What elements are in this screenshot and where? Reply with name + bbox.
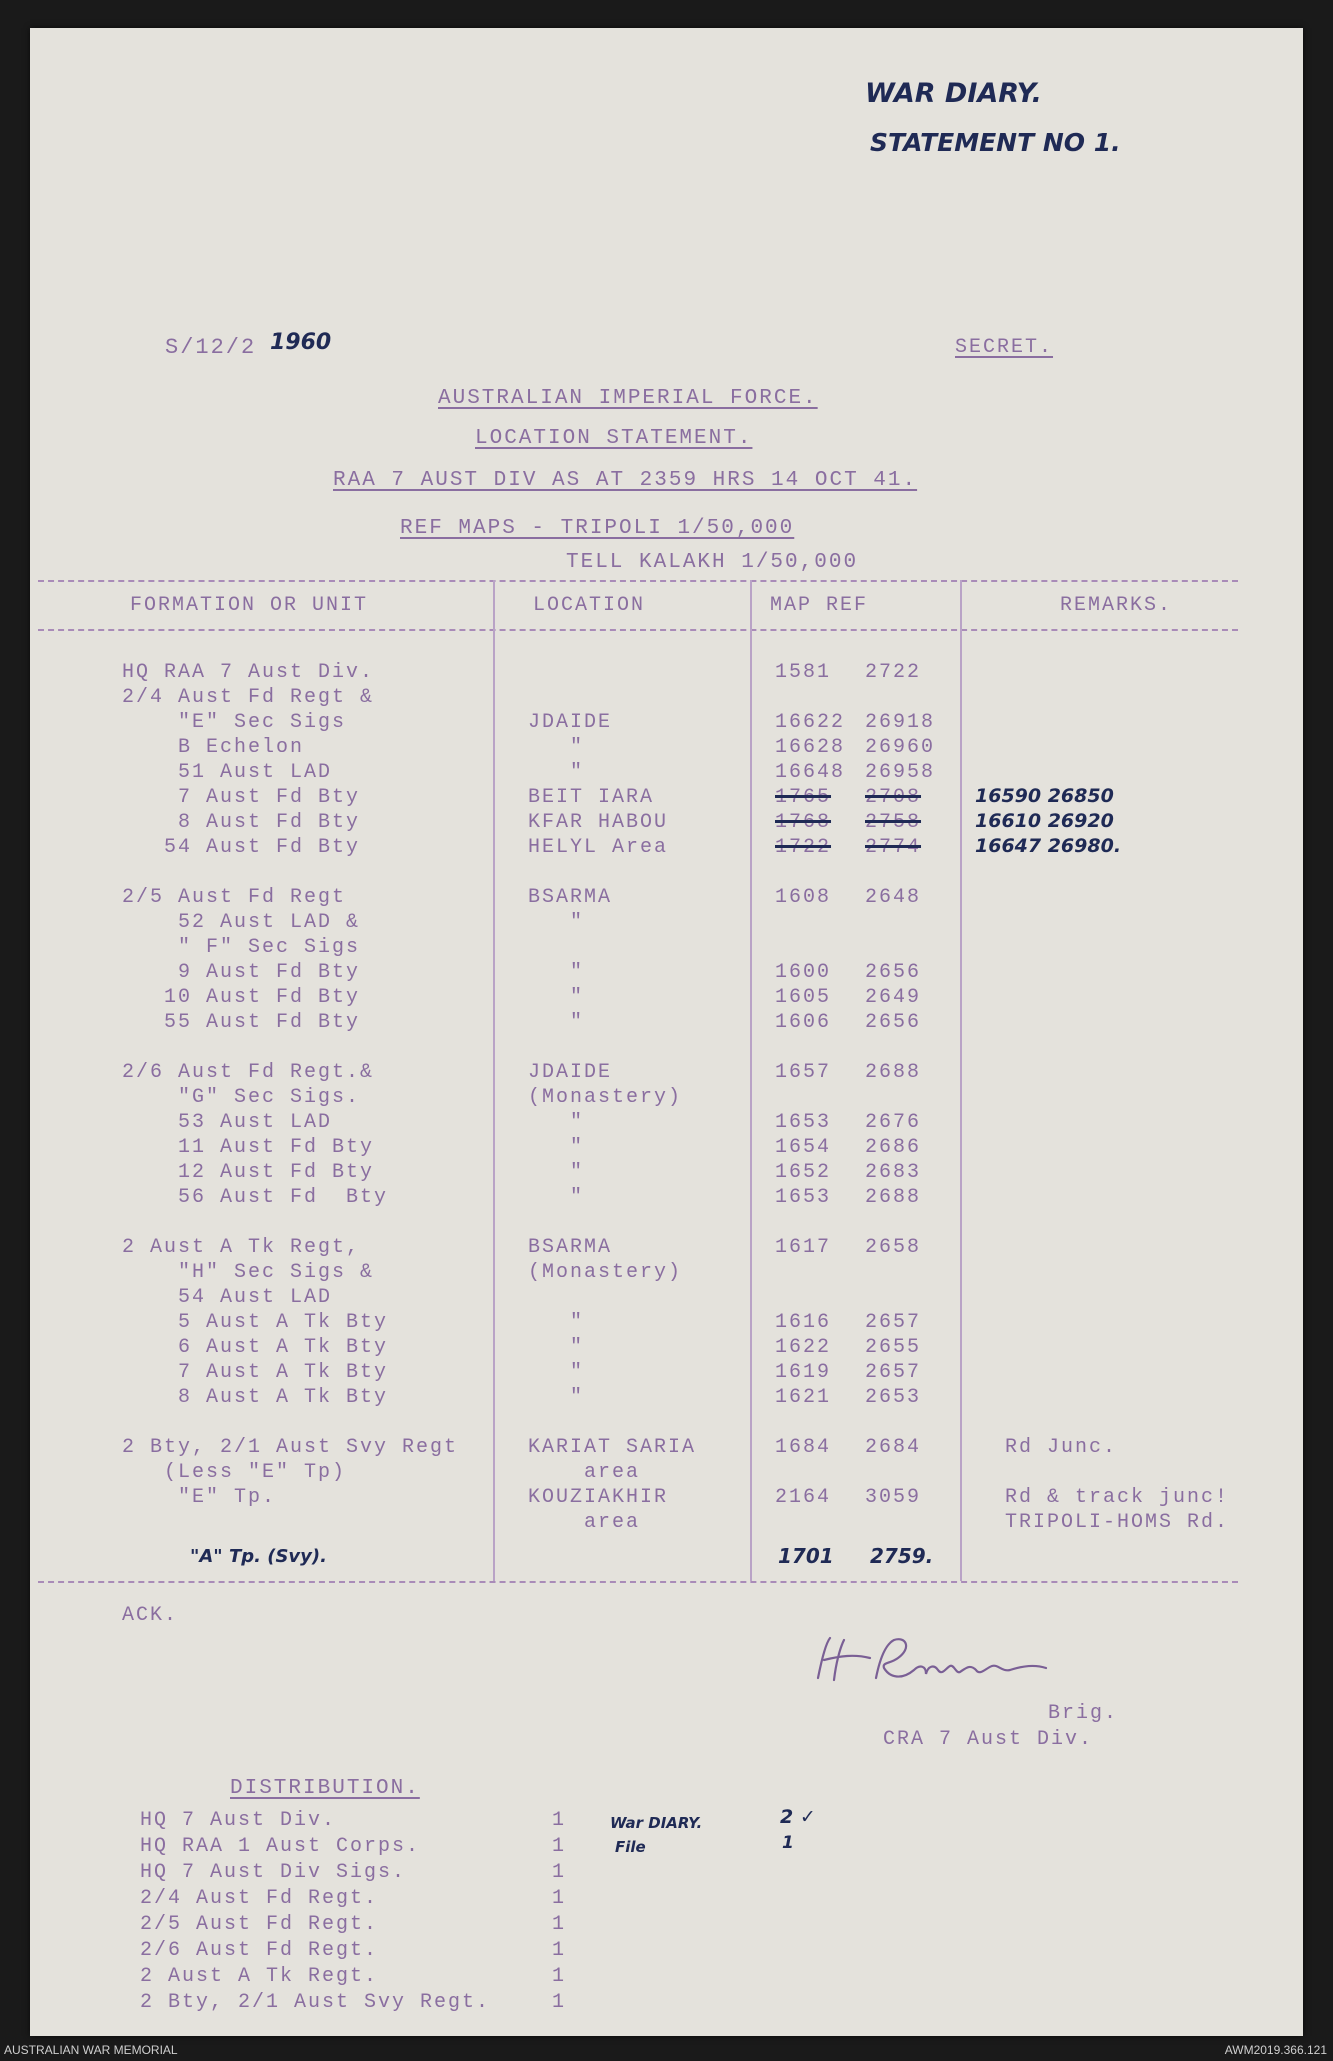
row-northing: 2722 xyxy=(865,661,922,684)
distribution-count: 1 xyxy=(552,1965,567,1988)
row-unit: 8 Aust A Tk Bty xyxy=(122,1386,389,1409)
title-tell-kalakh: TELL KALAKH 1/50,000 xyxy=(566,551,859,574)
row-easting: 1608 xyxy=(775,886,832,909)
distribution-item: HQ RAA 1 Aust Corps. xyxy=(140,1835,421,1858)
distribution-item: 2 Bty, 2/1 Aust Svy Regt. xyxy=(140,1991,491,2014)
signoff-rank: Brig. xyxy=(1048,1702,1119,1725)
row-location: JDAIDE xyxy=(528,711,613,734)
footer-source: AUSTRALIAN WAR MEMORIAL xyxy=(4,2043,178,2057)
row-remarks-handwritten: 16610 26920 xyxy=(975,810,1114,832)
row-northing: 26918 xyxy=(865,711,936,734)
row-location: BEIT IARA xyxy=(528,786,655,809)
row-northing: 2688 xyxy=(865,1186,922,1209)
statement-number: STATEMENT NO 1. xyxy=(870,128,1121,157)
signoff-title: CRA 7 Aust Div. xyxy=(883,1728,1094,1751)
row-unit: 54 Aust LAD xyxy=(122,1286,333,1309)
handwritten-file: File xyxy=(615,1838,646,1856)
file-reference-handwritten: 1960 xyxy=(270,330,332,355)
row-unit: 2/4 Aust Fd Regt & xyxy=(122,686,375,709)
handwritten-count: 2 ✓ xyxy=(780,1806,816,1828)
row-unit: 12 Aust Fd Bty xyxy=(122,1161,375,1184)
row-easting: 1621 xyxy=(775,1386,832,1409)
row-easting: 1657 xyxy=(775,1061,832,1084)
row-location: " xyxy=(528,736,585,759)
row-unit: 2/6 Aust Fd Regt.& xyxy=(122,1061,375,1084)
row-unit: "G" Sec Sigs. xyxy=(122,1086,361,1109)
row-northing: 2658 xyxy=(865,1236,922,1259)
column-divider xyxy=(750,580,752,1581)
handwritten-easting: 1701 xyxy=(778,1544,834,1568)
row-northing: 2649 xyxy=(865,986,922,1009)
row-northing: 2657 xyxy=(865,1311,922,1334)
row-location: " xyxy=(528,1186,585,1209)
distribution-count: 1 xyxy=(552,1861,567,1884)
row-unit: 52 Aust LAD & xyxy=(122,911,361,934)
row-easting: 1622 xyxy=(775,1336,832,1359)
row-location: JDAIDE xyxy=(528,1061,613,1084)
row-unit: 2/5 Aust Fd Regt xyxy=(122,886,347,909)
row-remarks: Rd & track junc! xyxy=(1005,1486,1230,1509)
row-unit: 7 Aust A Tk Bty xyxy=(122,1361,389,1384)
row-easting-struck: 1768 xyxy=(775,811,832,834)
row-location: " xyxy=(528,1386,585,1409)
row-unit: 6 Aust A Tk Bty xyxy=(122,1336,389,1359)
row-unit: 56 Aust Fd Bty xyxy=(122,1186,389,1209)
table-header-rule xyxy=(38,629,1238,631)
row-remarks: Rd Junc. xyxy=(1005,1436,1118,1459)
handwritten-northing: 2759. xyxy=(870,1544,934,1568)
row-easting: 1654 xyxy=(775,1136,832,1159)
handwritten-war-diary: War DIARY. xyxy=(610,1814,703,1832)
footer-accession: AWM2019.366.121 xyxy=(1224,2043,1327,2057)
row-location: area xyxy=(528,1511,641,1534)
row-northing: 2688 xyxy=(865,1061,922,1084)
row-easting: 1581 xyxy=(775,661,832,684)
row-unit: "E" Tp. xyxy=(122,1486,277,1509)
row-location: KFAR HABOU xyxy=(528,811,669,834)
distribution-item: HQ 7 Aust Div. xyxy=(140,1809,337,1832)
row-easting: 16622 xyxy=(775,711,846,734)
row-northing: 2655 xyxy=(865,1336,922,1359)
row-unit: B Echelon xyxy=(122,736,305,759)
distribution-count: 1 xyxy=(552,1913,567,1936)
title-location-statement: LOCATION STATEMENT. xyxy=(475,427,753,450)
distribution-title: DISTRIBUTION. xyxy=(230,1777,420,1800)
distribution-count: 1 xyxy=(552,1939,567,1962)
row-remarks-handwritten: 16590 26850 xyxy=(975,785,1114,807)
title-raa: RAA 7 AUST DIV AS AT 2359 HRS 14 OCT 41. xyxy=(333,469,918,492)
row-unit: 7 Aust Fd Bty xyxy=(122,786,361,809)
signature xyxy=(810,1618,1090,1702)
table-bottom-rule xyxy=(38,1581,1238,1583)
row-unit: (Less "E" Tp) xyxy=(122,1461,347,1484)
row-unit: 11 Aust Fd Bty xyxy=(122,1136,375,1159)
row-remarks: TRIPOLI-HOMS Rd. xyxy=(1005,1511,1230,1534)
row-easting: 16628 xyxy=(775,736,846,759)
row-unit: HQ RAA 7 Aust Div. xyxy=(122,661,375,684)
row-northing: 2684 xyxy=(865,1436,922,1459)
row-location: " xyxy=(528,1336,585,1359)
row-easting: 1653 xyxy=(775,1186,832,1209)
row-unit: 5 Aust A Tk Bty xyxy=(122,1311,389,1334)
row-unit: 8 Aust Fd Bty xyxy=(122,811,361,834)
row-easting: 1653 xyxy=(775,1111,832,1134)
ack-label: ACK. xyxy=(122,1604,179,1627)
row-easting: 2164 xyxy=(775,1486,832,1509)
row-location: BSARMA xyxy=(528,1236,613,1259)
row-easting: 1617 xyxy=(775,1236,832,1259)
row-location: " xyxy=(528,1361,585,1384)
row-location: " xyxy=(528,761,585,784)
distribution-item: HQ 7 Aust Div Sigs. xyxy=(140,1861,407,1884)
row-location: BSARMA xyxy=(528,886,613,909)
row-northing: 2656 xyxy=(865,961,922,984)
row-location: " xyxy=(528,1311,585,1334)
table-top-rule xyxy=(38,580,1238,582)
row-location: (Monastery) xyxy=(528,1261,683,1284)
distribution-count: 1 xyxy=(552,1835,567,1858)
row-unit: " F" Sec Sigs xyxy=(122,936,361,959)
row-location: HELYL Area xyxy=(528,836,669,859)
row-location: " xyxy=(528,911,585,934)
document-page xyxy=(30,28,1303,2036)
distribution-item: 2/6 Aust Fd Regt. xyxy=(140,1939,379,1962)
row-location: " xyxy=(528,986,585,1009)
row-location: " xyxy=(528,1011,585,1034)
row-location: " xyxy=(528,1136,585,1159)
row-location: area xyxy=(528,1461,641,1484)
distribution-count: 1 xyxy=(552,1991,567,2014)
row-unit: 2 Aust A Tk Regt, xyxy=(122,1236,361,1259)
row-northing: 2657 xyxy=(865,1361,922,1384)
row-location: " xyxy=(528,1161,585,1184)
row-location: " xyxy=(528,1111,585,1134)
header-location: LOCATION xyxy=(533,594,646,617)
row-easting: 1605 xyxy=(775,986,832,1009)
distribution-item: 2/5 Aust Fd Regt. xyxy=(140,1913,379,1936)
row-northing-struck: 2758 xyxy=(865,811,922,834)
header-remarks: REMARKS. xyxy=(1060,594,1173,617)
row-easting: 1600 xyxy=(775,961,832,984)
row-easting: 1606 xyxy=(775,1011,832,1034)
row-northing: 2676 xyxy=(865,1111,922,1134)
row-northing: 2686 xyxy=(865,1136,922,1159)
file-reference: S/12/2 xyxy=(165,335,257,360)
row-unit: 10 Aust Fd Bty xyxy=(122,986,361,1009)
header-formation: FORMATION OR UNIT xyxy=(130,594,369,617)
row-easting: 16648 xyxy=(775,761,846,784)
distribution-item: 2 Aust A Tk Regt. xyxy=(140,1965,379,1988)
title-aif: AUSTRALIAN IMPERIAL FORCE. xyxy=(438,387,818,410)
row-unit: 51 Aust LAD xyxy=(122,761,333,784)
row-northing-struck: 2708 xyxy=(865,786,922,809)
row-easting: 1616 xyxy=(775,1311,832,1334)
row-unit: "E" Sec Sigs xyxy=(122,711,347,734)
row-northing: 3059 xyxy=(865,1486,922,1509)
column-divider xyxy=(493,580,495,1581)
row-remarks-handwritten: 16647 26980. xyxy=(975,835,1122,857)
row-northing: 26960 xyxy=(865,736,936,759)
row-unit: "H" Sec Sigs & xyxy=(122,1261,375,1284)
classification: SECRET. xyxy=(955,336,1054,359)
war-diary-heading: WAR DIARY. xyxy=(865,78,1042,109)
row-northing: 26958 xyxy=(865,761,936,784)
distribution-count: 1 xyxy=(552,1887,567,1910)
row-location: KOUZIAKHIR xyxy=(528,1486,669,1509)
distribution-item: 2/4 Aust Fd Regt. xyxy=(140,1887,379,1910)
row-easting: 1619 xyxy=(775,1361,832,1384)
distribution-count: 1 xyxy=(552,1809,567,1832)
row-unit: 53 Aust LAD xyxy=(122,1111,333,1134)
row-location: KARIAT SARIA xyxy=(528,1436,697,1459)
row-location: (Monastery) xyxy=(528,1086,683,1109)
row-easting: 1652 xyxy=(775,1161,832,1184)
header-mapref: MAP REF xyxy=(770,594,869,617)
row-unit: 55 Aust Fd Bty xyxy=(122,1011,361,1034)
row-unit: 54 Aust Fd Bty xyxy=(122,836,361,859)
row-northing: 2656 xyxy=(865,1011,922,1034)
title-ref-maps: REF MAPS - TRIPOLI 1/50,000 xyxy=(400,517,795,540)
row-northing: 2683 xyxy=(865,1161,922,1184)
row-easting: 1684 xyxy=(775,1436,832,1459)
row-unit: 9 Aust Fd Bty xyxy=(122,961,361,984)
row-northing: 2653 xyxy=(865,1386,922,1409)
row-easting-struck: 1722 xyxy=(775,836,832,859)
row-northing: 2648 xyxy=(865,886,922,909)
row-easting-struck: 1765 xyxy=(775,786,832,809)
row-location: " xyxy=(528,961,585,984)
handwritten-unit: "A" Tp. (Svy). xyxy=(190,1546,327,1567)
handwritten-file-count: 1 xyxy=(782,1833,794,1853)
row-unit: 2 Bty, 2/1 Aust Svy Regt xyxy=(122,1436,459,1459)
column-divider xyxy=(960,580,962,1581)
row-northing-struck: 2774 xyxy=(865,836,922,859)
